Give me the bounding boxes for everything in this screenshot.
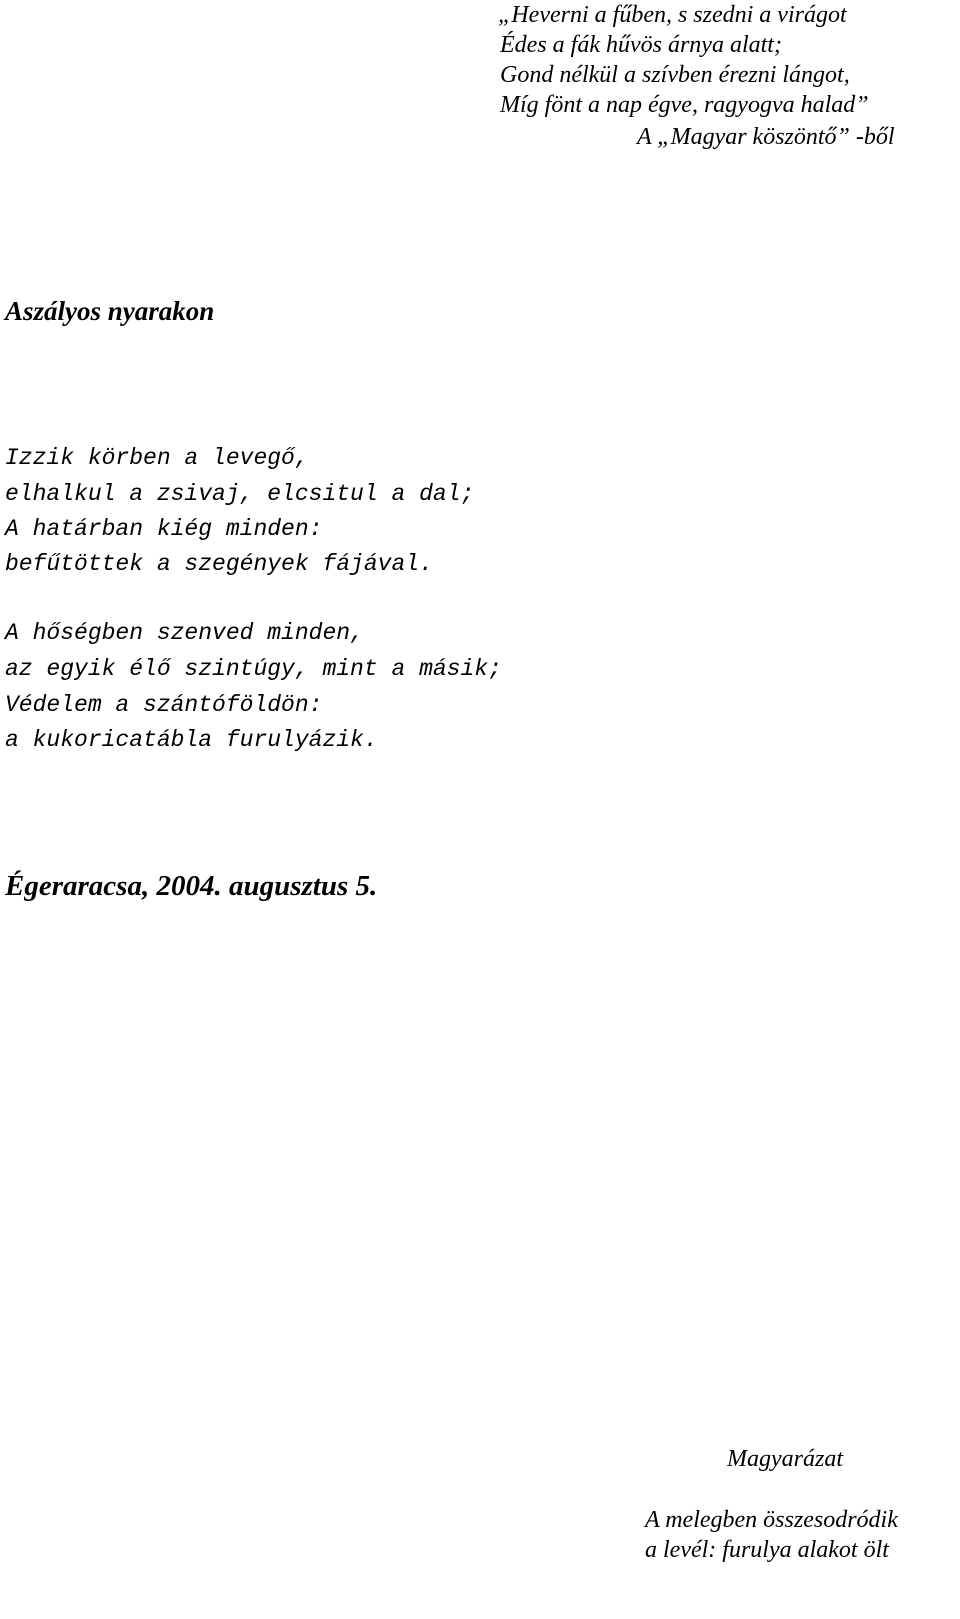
epigraph-line: Édes a fák hűvös árnya alatt; [500,32,782,58]
epigraph-line: „Heverni a fűben, s szedni a virágot [498,2,847,28]
verse-line: befűtöttek a szegények fájával. [5,551,433,577]
explanation-line: A melegben összesodródik [645,1507,898,1533]
verse-line: Védelem a szántóföldön: [5,692,323,718]
epigraph-line: Gond nélkül a szívben érezni lángot, [500,62,850,88]
verse-line: a kukoricatábla furulyázik. [5,727,378,753]
verse-line: A hőségben szenved minden, [5,620,364,646]
place-date: Égeraracsa, 2004. augusztus 5. [5,870,378,902]
verse-line: elhalkul a zsivaj, elcsitul a dal; [5,481,475,507]
explanation-line: a levél: furulya alakot ölt [645,1537,889,1563]
verse-line: az egyik élő szintúgy, mint a másik; [5,656,502,682]
epigraph-line: Míg fönt a nap égve, ragyogva halad” [500,92,869,118]
poem-title: Aszályos nyarakon [5,296,215,326]
verse-line: A határban kiég minden: [5,516,323,542]
verse-line: Izzik körben a levegő, [5,445,309,471]
explanation-heading: Magyarázat [727,1446,843,1472]
epigraph-source: A „Magyar köszöntő” -ből [637,124,895,150]
